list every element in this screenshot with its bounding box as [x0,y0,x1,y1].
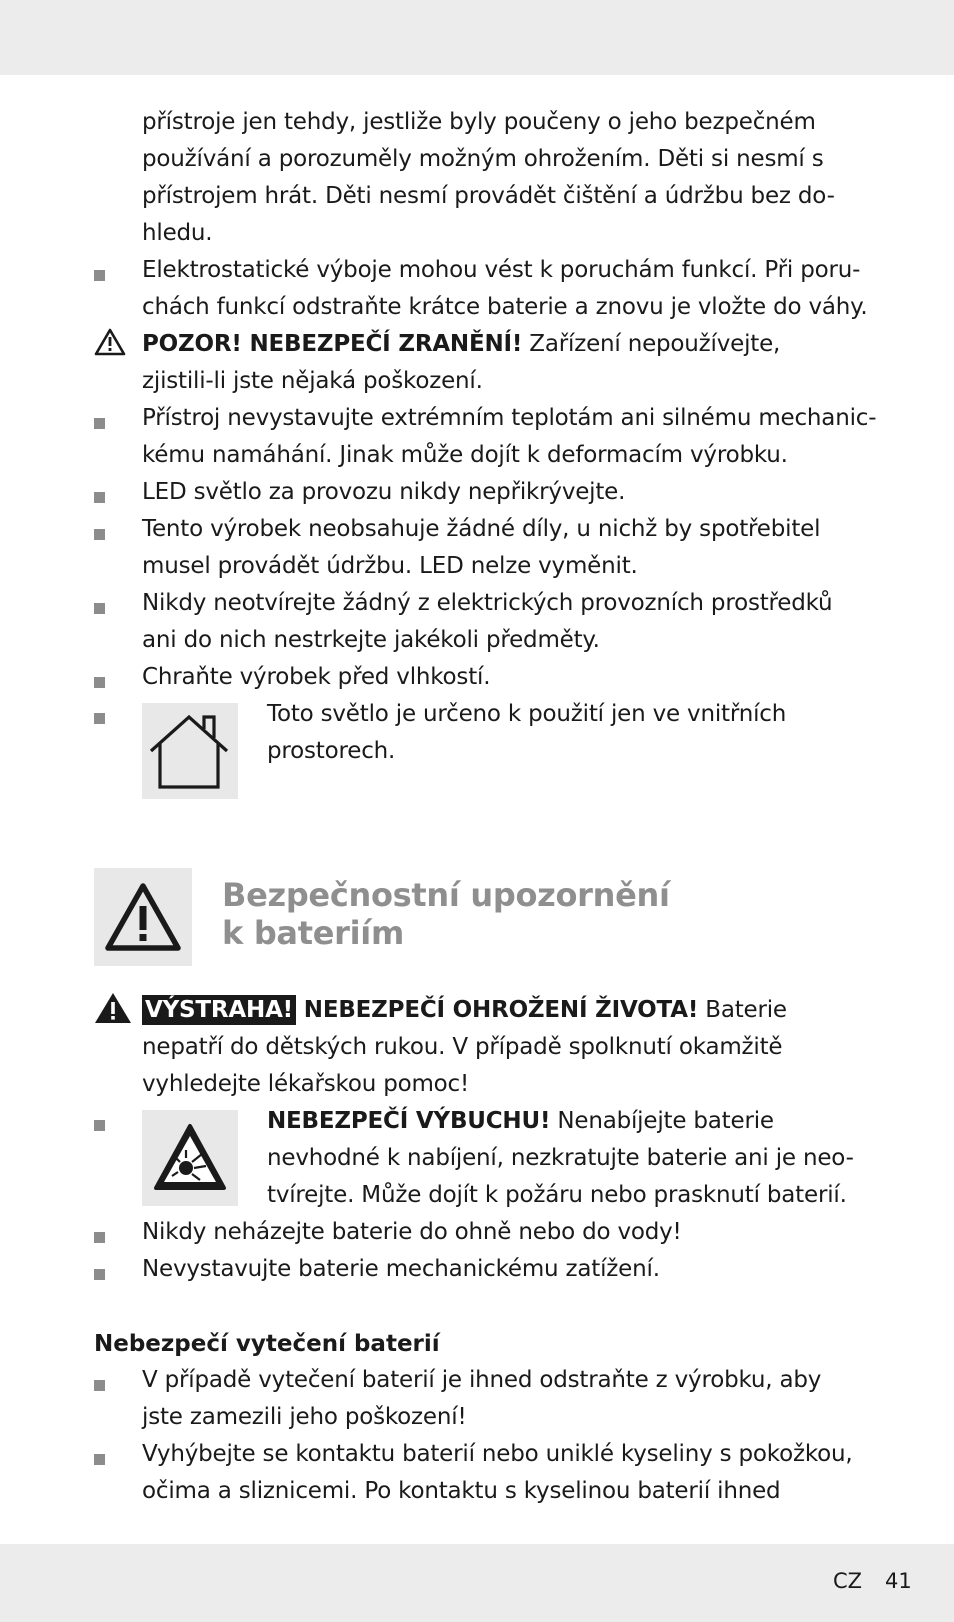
bullet-marker [94,677,105,688]
caution-notice: POZOR! NEBEZPEČÍ ZRANĚNÍ! Zařízení nepoužívejte, zjistili-li jste nějaká poškození. [142,331,781,394]
list-item: Nikdy neotvírejte žádný z elektrických provozních prostředků ani do nich nestrkejte jakékoli předměty. [142,590,833,653]
text-line: používání a porozuměly možným ohrožením. Děti si nesmí s [142,146,824,172]
explosion-hazard-icon [142,1110,238,1206]
page-number: 41 [885,1569,912,1593]
warning-triangle-icon [94,868,192,966]
warning-label: VÝSTRAHA! [142,995,296,1025]
top-band [0,0,954,75]
bullet-marker [94,713,105,724]
leak-subheading: Nebezpečí vytečení baterií [94,1331,440,1357]
indoor-use-symbol [142,703,238,799]
warning-notice: VÝSTRAHA! NEBEZPEČÍ OHROŽENÍ ŽIVOTA! Baterie [106,992,787,1029]
intro-paragraph [142,104,835,252]
list-item: LED světlo za provozu nikdy nepřikrývejte. [142,479,626,505]
bottom-band [0,1544,954,1622]
bullet-marker [94,270,105,281]
list-item: Vyhýbejte se kontaktu baterií nebo uniklé kyseliny s pokožkou, očima a sliznicemi. Po kontaktu s kyselinou baterií ihned [142,1441,853,1504]
list-item: Chraňte výrobek před vlhkostí. [142,664,491,690]
list-item: Nikdy neházejte baterie do ohně nebo do vody! [142,1219,682,1245]
house-icon [142,703,238,799]
text-line: hledu. [142,220,213,246]
bullet-marker [94,492,105,503]
list-item: Tento výrobek neobsahuje žádné díly, u nichž by spotřebitel musel provádět údržbu. LED nelze vyměnit. [142,516,821,579]
bullet-marker [94,1120,105,1131]
section-title: Bezpečnostní upozornění k bateriím [222,876,670,952]
explosion-symbol [142,1110,238,1206]
bullet-marker [94,603,105,614]
section-warning-symbol [94,868,192,966]
caution-triangle-icon [94,328,126,356]
list-item: Přístroj nevystavujte extrémním teplotám ani silnému mechanic- kému namáhání. Jinak může dojít k deformacím výrobku. [142,405,877,468]
list-item: V případě vytečení baterií je ihned odstraňte z výrobku, aby jste zamezili jeho poškození! [142,1367,822,1430]
warning-heading: NEBEZPEČÍ OHROŽENÍ ŽIVOTA! [295,997,699,1023]
bullet-marker [94,1454,105,1465]
caution-heading: POZOR! NEBEZPEČÍ ZRANĚNÍ! [142,331,523,357]
text-line: přístroje jen tehdy, jestliže byly poučeny o jeho bezpečném [142,109,816,135]
text-line: přístrojem hrát. Děti nesmí provádět čištění a údržbu bez do- [142,183,835,209]
bullet-marker [94,1232,105,1243]
list-item: Elektrostatické výboje mohou vést k poruchám funkcí. Při poru- chách funkcí odstraňte krátce baterie a znovu je vložte do váhy. [142,257,868,320]
bullet-marker [94,418,105,429]
explosion-heading: NEBEZPEČÍ VÝBUCHU! [267,1108,551,1134]
bullet-marker [94,1269,105,1280]
bullet-marker [94,529,105,540]
bullet-marker [94,1380,105,1391]
list-item: Nevystavujte baterie mechanickému zatížení. [142,1256,660,1282]
warning-continued: nepatří do dětských rukou. V případě spolknutí okamžitě vyhledejte lékařskou pomoc! [142,1034,783,1097]
explosion-text: NEBEZPEČÍ VÝBUCHU! Nenabíjejte baterie nevhodné k nabíjení, nezkratujte baterie ani je neo- tvírejte. Může dojít k požáru nebo prasknutí baterií. [267,1108,854,1208]
indoor-use-text: Toto světlo je určeno k použití jen ve vnitřních prostorech. [267,701,787,764]
footer-language: CZ [833,1569,863,1593]
